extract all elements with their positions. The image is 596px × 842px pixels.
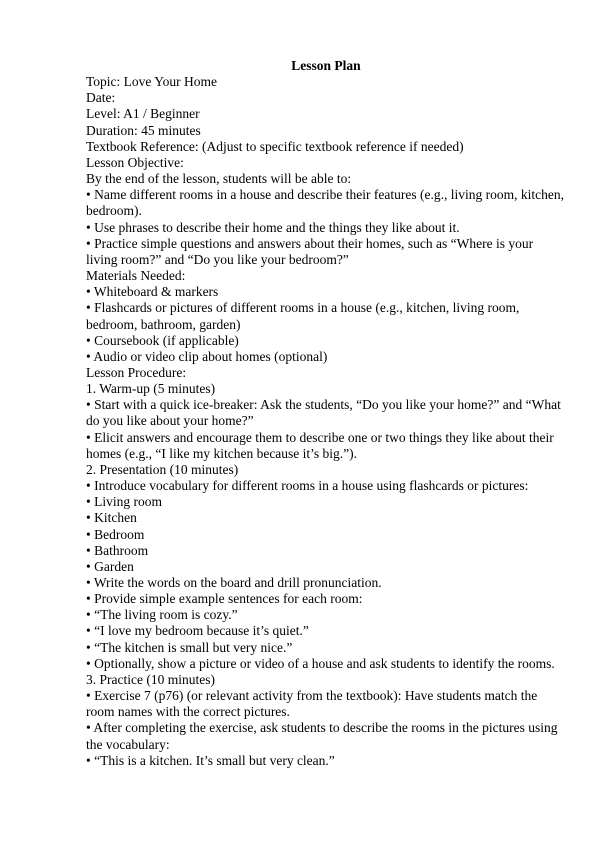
topic-line: Topic: Love Your Home	[86, 74, 218, 90]
procedure-heading: Lesson Procedure:	[86, 364, 187, 380]
warmup-heading: 1. Warm-up (5 minutes)	[86, 381, 216, 397]
vocab-item: • Bathroom	[86, 542, 149, 558]
presentation-heading: 2. Presentation (10 minutes)	[86, 461, 239, 477]
materials-bullet: • Whiteboard & markers	[86, 284, 219, 300]
objective-bullet: • Use phrases to describe their home and the things they like about it.	[86, 219, 460, 235]
materials-heading: Materials Needed:	[86, 268, 186, 284]
presentation-bullet: • Optionally, show a picture or video of a house and ask students to identify the rooms.	[86, 655, 555, 671]
materials-bullet: • Audio or video clip about homes (optional)	[86, 348, 328, 364]
example-sentence: • “The living room is cozy.”	[86, 607, 238, 623]
practice-heading: 3. Practice (10 minutes)	[86, 671, 215, 687]
vocab-item: • Kitchen	[86, 510, 137, 526]
objective-bullet: • Practice simple questions and answers about their homes, such as “Where is your living room?” and “Do you like your bedroom?”	[86, 235, 534, 267]
page-title: Lesson Plan	[291, 58, 361, 73]
presentation-bullet: • Introduce vocabulary for different rooms in a house using flashcards or pictures:	[86, 478, 529, 494]
objective-intro: By the end of the lesson, students will be able to:	[86, 171, 352, 187]
vocab-item: • Living room	[86, 494, 162, 510]
materials-bullet: • Coursebook (if applicable)	[86, 332, 239, 348]
textbook-reference-line: Textbook Reference: (Adjust to specific textbook reference if needed)	[86, 138, 464, 154]
materials-bullet: • Flashcards or pictures of different rooms in a house (e.g., kitchen, living room, bedroom, bathroom, garden)	[86, 300, 520, 332]
warmup-bullet: • Elicit answers and encourage them to describe one or two things they like about their homes (e.g., “I like my kitchen because it’s big.”).	[86, 429, 554, 461]
presentation-bullet: • Write the words on the board and drill pronunciation.	[86, 575, 382, 590]
presentation-bullet: • Provide simple example sentences for each room:	[86, 591, 363, 607]
warmup-bullet: • Start with a quick ice-breaker: Ask the students, “Do you like your home?” and “What do you like about your home?”	[86, 397, 561, 429]
duration-line: Duration: 45 minutes	[86, 122, 201, 138]
vocab-item: • Bedroom	[86, 526, 145, 542]
objective-bullet: • Name different rooms in a house and describe their features (e.g., living room, kitchen, bedroom).	[86, 187, 564, 219]
example-sentence: • “This is a kitchen. It’s small but very clean.”	[86, 752, 335, 768]
date-line: Date:	[86, 90, 116, 106]
vocab-item: • Garden	[86, 558, 134, 574]
practice-bullet: • After completing the exercise, ask students to describe the rooms in the pictures using the vocabulary:	[86, 720, 558, 752]
lesson-plan-content	[86, 58, 566, 769]
example-sentence: • “The kitchen is small but very nice.”	[86, 639, 293, 655]
level-line: Level: A1 / Beginner	[86, 106, 200, 122]
objective-heading: Lesson Objective:	[86, 154, 184, 170]
example-sentence: • “I love my bedroom because it’s quiet.”	[86, 623, 309, 639]
practice-bullet: • Exercise 7 (p76) (or relevant activity from the textbook): Have students match the room names with the correct pictures.	[86, 688, 538, 720]
